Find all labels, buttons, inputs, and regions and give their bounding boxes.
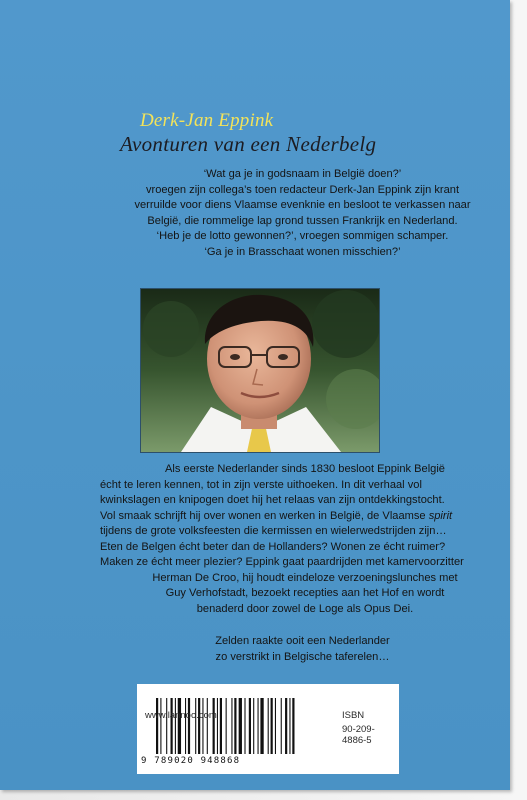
barcode-bar (171, 698, 173, 754)
author-portrait-icon (141, 289, 379, 452)
description-line: Vol smaak schrijft hij over wonen en werken in België, de Vlaamse spirit (100, 509, 453, 522)
intro-line: ‘Wat ga je in godsnaam in België doen?’ (203, 168, 402, 180)
book-title: Avonturen van een Nederbelg (120, 132, 377, 156)
barcode-bar (239, 698, 242, 754)
barcode-bar (207, 698, 208, 754)
intro-line: vroegen zijn collega’s toen redacteur Derk-Jan Eppink zijn krant (145, 183, 460, 196)
description-line: Guy Verhofstadt, bezoekt recepties aan het Hof en wordt (165, 587, 445, 599)
author-name: Derk-Jan Eppink (140, 110, 274, 131)
barcode-bar (258, 698, 259, 754)
barcode-bar (289, 698, 290, 754)
barcode-bar (231, 698, 232, 754)
barcode-bar (195, 698, 196, 754)
barcode-icon (150, 694, 338, 760)
closing-line: zo verstrikt in Belgische taferelen… (215, 650, 390, 663)
barcode-bar (234, 698, 236, 754)
closing-line: Zelden raakte ooit een Nederlander (215, 635, 390, 647)
barcode-bar (268, 698, 269, 754)
barcode-bar (253, 698, 254, 754)
barcode-bar (188, 698, 190, 754)
barcode-bar (202, 698, 203, 754)
intro-line: verruilde voor diens Vlaamse evenknie en besloot te verkassen naar (134, 199, 471, 211)
italic-word: spirit (428, 509, 453, 522)
description-line: tijdens de grote volksfeesten die kermissen en wielerwedstrijden zijn… (100, 525, 447, 537)
description-line: benaderd door zowel de Loge als Opus Dei. (196, 602, 414, 615)
barcode-bar (178, 698, 181, 754)
description-line: écht te leren kennen, tot in zijn verste uithoeken. In dit verhaal vol (100, 478, 422, 491)
barcode-bar (175, 698, 176, 754)
barcode-bar (198, 698, 200, 754)
author-photo (140, 288, 380, 453)
barcode-bar (260, 698, 263, 754)
barcode-bar (285, 698, 287, 754)
description-line: Herman De Croo, hij houdt eindeloze verzoeningslunches met (152, 571, 458, 584)
publisher-url: www.lannoo.com (145, 710, 217, 721)
barcode-bar (226, 698, 227, 754)
description (100, 462, 510, 617)
barcode-box (137, 684, 399, 774)
barcode-bar (220, 698, 222, 754)
barcode-bar (166, 698, 167, 754)
barcode-bar (275, 698, 276, 754)
description-line: kwinkslagen en knipogen doet hij het relaas van zijn ontdekkingstocht. (100, 494, 445, 506)
barcode-bar (271, 698, 273, 754)
description-line: Eten de Belgen écht beter dan de Hollanders? Wonen ze écht ruimer? (100, 540, 446, 553)
description-line: Maken ze écht meer plezier? Eppink gaat paardrijden met kamervoorzitter (100, 556, 464, 568)
barcode-bar (185, 698, 186, 754)
barcode-bar (160, 698, 161, 754)
intro-line: België, die rommelige lap grond tussen Frankrijk en Nederland. (147, 214, 458, 227)
ean-number: 9 789020 948868 (141, 756, 241, 766)
intro-line: ‘Ga je in Brasschaat wonen misschien?’ (204, 245, 401, 258)
barcode-bar (244, 698, 245, 754)
intro-quote (100, 167, 505, 260)
description-line: Als eerste Nederlander sinds 1830 besloot Eppink België (165, 463, 445, 475)
closing-quote (100, 634, 505, 665)
barcode-bar (281, 698, 282, 754)
barcode-bar (217, 698, 218, 754)
barcode-bar (156, 698, 158, 754)
intro-line: ‘Heb je de lotto gewonnen?’, vroegen sommigen schamper. (156, 230, 449, 242)
barcode-bar (213, 698, 215, 754)
barcode-bar (292, 698, 294, 754)
isbn-number: 90-209-4886-5 (342, 724, 375, 746)
barcode-bar (249, 698, 251, 754)
isbn-label: ISBN (342, 710, 365, 721)
